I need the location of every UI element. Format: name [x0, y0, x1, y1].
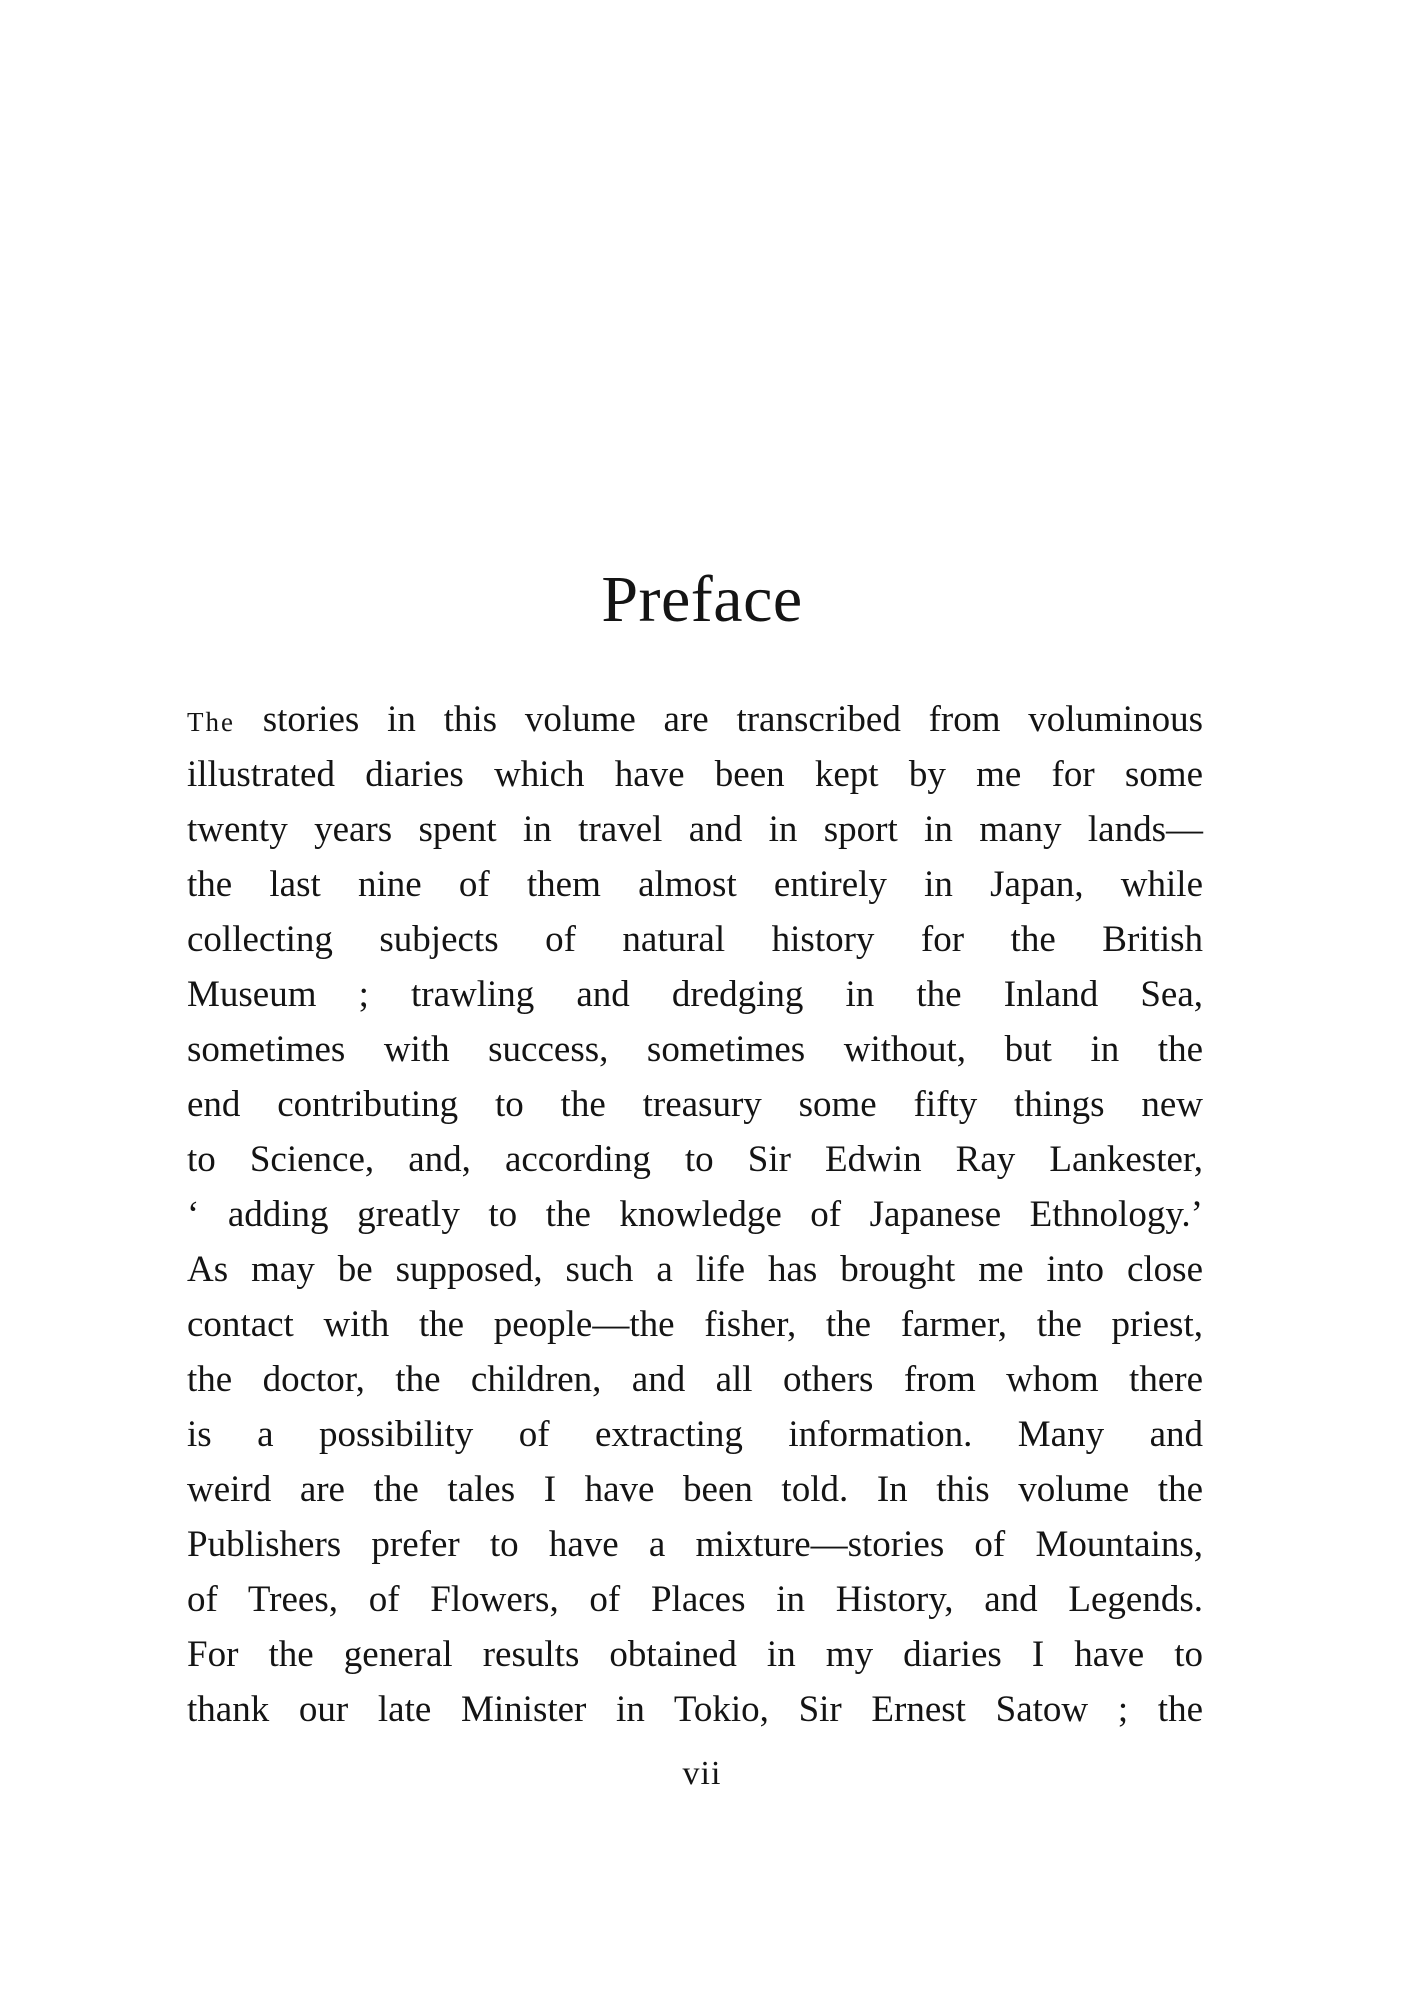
text-line: sometimes with success, sometimes without, but in the [187, 1029, 1203, 1070]
opening-small-caps: The [187, 707, 235, 737]
text-line: the doctor, the children, and all others from whom there [187, 1359, 1203, 1400]
text-line-opening [187, 692, 1203, 747]
page-title: Preface [601, 563, 803, 636]
preface-body [187, 692, 1203, 1737]
opening-rest: stories in this volume are transcribed from voluminous [234, 699, 1203, 740]
text-line: ‘ adding greatly to the knowledge of Japanese Ethnology.’ [187, 1194, 1203, 1235]
text-line: Publishers prefer to have a mixture—stories of Mountains, [187, 1524, 1203, 1565]
text-line: to Science, and, according to Sir Edwin Ray Lankester, [187, 1139, 1203, 1180]
text-line: For the general results obtained in my diaries I have to [187, 1634, 1203, 1675]
text-line: is a possibility of extracting information. Many and [187, 1414, 1203, 1455]
page-number: vii [682, 1755, 722, 1792]
text-line: illustrated diaries which have been kept by me for some [187, 754, 1203, 795]
text-line: thank our late Minister in Tokio, Sir Ernest Satow ; the [187, 1689, 1203, 1730]
text-line: weird are the tales I have been told. In this volume the [187, 1469, 1203, 1510]
text-line: of Trees, of Flowers, of Places in History, and Legends. [187, 1579, 1203, 1620]
text-line: the last nine of them almost entirely in Japan, while [187, 864, 1203, 905]
text-line: end contributing to the treasury some fifty things new [187, 1084, 1203, 1125]
text-line: Museum ; trawling and dredging in the Inland Sea, [187, 974, 1203, 1015]
text-line: contact with the people—the fisher, the farmer, the priest, [187, 1304, 1203, 1345]
text-line: As may be supposed, such a life has brought me into close [187, 1249, 1203, 1290]
text-line: collecting subjects of natural history for the British [187, 919, 1203, 960]
text-line: twenty years spent in travel and in sport in many lands— [187, 809, 1203, 850]
